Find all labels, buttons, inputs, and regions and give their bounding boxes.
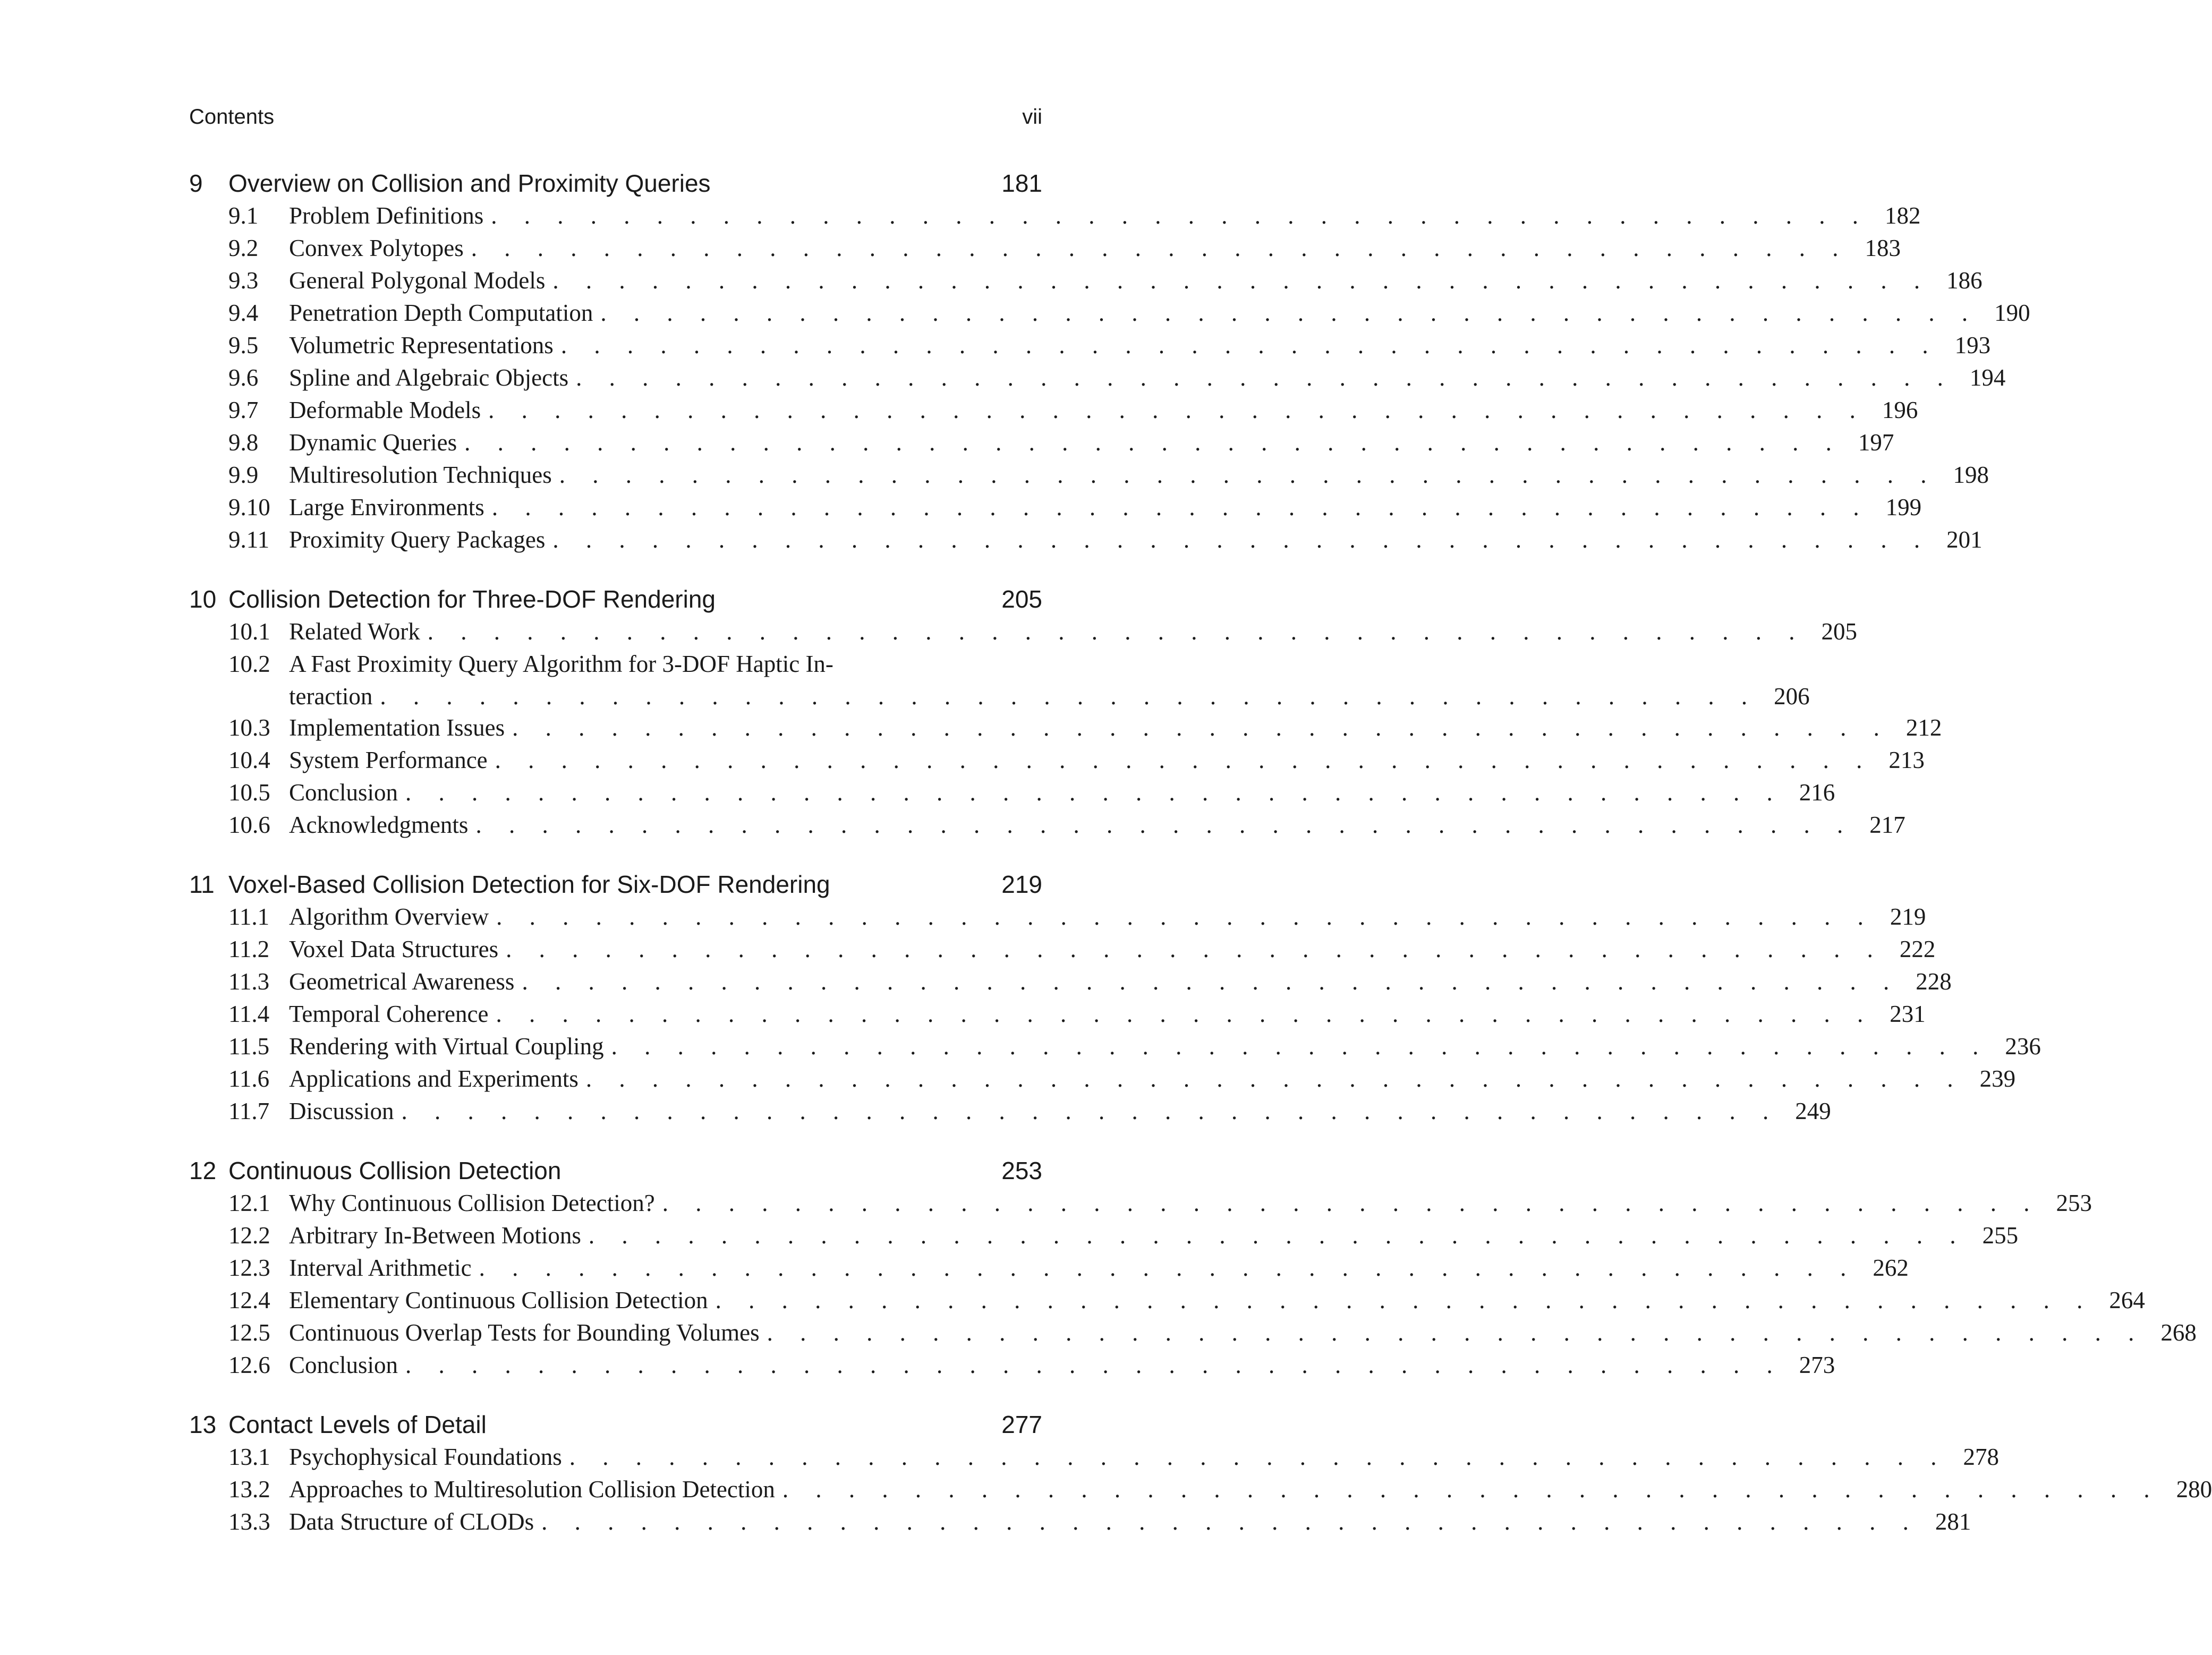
chapter-entry[interactable] <box>189 1154 1042 1187</box>
dot-leader: . . . . . . . . . . . . . . . . . . . . . . . . . . . . . . . . . . . . . . . . . . <box>464 429 1842 456</box>
section-title: Problem Definitions <box>289 202 484 229</box>
section-number: 13.3 <box>228 1508 270 1535</box>
section-number: 12.1 <box>228 1190 270 1216</box>
toc-chapter <box>189 868 2041 1128</box>
section-page-number: 264 <box>2109 1287 2145 1313</box>
section-number: 10.4 <box>228 747 270 773</box>
section-title: Algorithm Overview <box>289 903 489 930</box>
section-title: Deformable Models <box>289 397 481 423</box>
section-entry[interactable] <box>189 459 1989 491</box>
chapter-number: 13 <box>189 1411 217 1438</box>
dot-leader: . . . . . . . . . . . . . . . . . . . . . . . . . . . . . . . . . . . . . . . . . . <box>569 1444 1947 1470</box>
section-title: Why Continuous Collision Detection? <box>289 1190 655 1216</box>
dot-leader: . . . . . . . . . . . . . . . . . . . . . . . . . . . . . . . . . . . . . . . . . . <box>479 1255 1857 1281</box>
section-entry[interactable] <box>189 1506 1971 1538</box>
section-title: Implementation Issues <box>289 714 505 741</box>
section-entry[interactable] <box>189 744 1925 777</box>
section-page-number: 280 <box>2176 1476 2212 1503</box>
dot-leader: . . . . . . . . . . . . . . . . . . . . . . . . . . . . . . . . . . . . . . . . . . <box>588 1222 1967 1249</box>
chapter-title: Collision Detection for Three-DOF Rendering <box>228 585 716 613</box>
section-page-number: 186 <box>1946 267 1983 294</box>
section-title: Multiresolution Techniques <box>289 462 552 488</box>
section-number: 12.4 <box>228 1287 270 1313</box>
chapter-page-number: 181 <box>1001 169 1042 197</box>
section-page-number: 198 <box>1953 462 1989 488</box>
section-number: 12.6 <box>228 1352 270 1378</box>
chapter-page-number: 205 <box>1001 585 1042 613</box>
section-entry[interactable] <box>189 712 1942 744</box>
dot-leader: . . . . . . . . . . . . . . . . . . . . . . . . . . . . . . . . . . . . . . . . . . <box>585 1065 1964 1092</box>
section-page-number: 278 <box>1963 1444 1999 1470</box>
chapter-page-number: 219 <box>1001 871 1042 898</box>
section-page-number: 268 <box>2160 1319 2197 1346</box>
section-entry[interactable] <box>189 297 2030 329</box>
section-number: 11.2 <box>228 936 270 962</box>
section-entry[interactable] <box>189 777 1835 809</box>
chapter-title: Contact Levels of Detail <box>228 1411 487 1438</box>
dot-leader: . . . . . . . . . . . . . . . . . . . . . . . . . . . . . . . . . . . . . . . . . . <box>559 462 1937 488</box>
section-page-number: 193 <box>1954 332 1991 359</box>
section-number: 9.4 <box>228 300 259 326</box>
dot-leader: . . . . . . . . . . . . . . . . . . . . . . . . . . . . . . . . . . . . . . . . . . <box>715 1287 2094 1313</box>
dot-leader: . . . . . . . . . . . . . . . . . . . . . . . . . . . . . . . . . . . . . . . . . . <box>427 618 1806 645</box>
section-title: Related Work <box>289 618 420 645</box>
chapter-number: 10 <box>189 585 217 613</box>
section-entry[interactable] <box>189 1219 2019 1252</box>
section-page-number: 255 <box>1982 1222 2019 1249</box>
section-number: 9.8 <box>228 429 259 456</box>
section-page-number: 231 <box>1890 1001 1926 1027</box>
section-entry[interactable] <box>189 1030 2041 1063</box>
chapter-title: Voxel-Based Collision Detection for Six-DOF Rendering <box>228 871 830 898</box>
section-page-number: 217 <box>1869 812 1905 838</box>
toc-chapter <box>189 167 2030 556</box>
dot-leader: . . . . . . . . . . . . . . . . . . . . . . . . . . . . . . . . . . . . . . . . . . <box>767 1319 2145 1346</box>
section-title: Dynamic Queries <box>289 429 457 456</box>
section-entry[interactable] <box>189 998 1926 1030</box>
section-page-number: 206 <box>1774 683 1810 710</box>
section-entry[interactable] <box>189 362 2006 394</box>
section-title: Geometrical Awareness <box>289 968 515 995</box>
section-number: 9.2 <box>228 235 259 261</box>
section-page-number: 236 <box>2005 1033 2041 1060</box>
section-title: Proximity Query Packages <box>289 526 546 553</box>
section-title: General Polygonal Models <box>289 267 546 294</box>
section-number: 13.1 <box>228 1444 270 1470</box>
section-title: Data Structure of CLODs <box>289 1508 534 1535</box>
section-entry[interactable] <box>189 1252 1909 1284</box>
section-page-number: 194 <box>1969 364 2006 391</box>
dot-leader: . . . . . . . . . . . . . . . . . . . . . . . . . . . . . . . . . . . . . . . . . . <box>552 526 1931 553</box>
section-title: Continuous Overlap Tests for Bounding Volumes <box>289 1319 760 1346</box>
section-number: 9.9 <box>228 462 259 488</box>
section-number: 10.1 <box>228 618 270 645</box>
chapter-entry[interactable] <box>189 167 1042 200</box>
section-entry[interactable] <box>189 232 1901 265</box>
section-number: 11.4 <box>228 1001 270 1027</box>
section-title: Arbitrary In-Between Motions <box>289 1222 581 1249</box>
section-entry[interactable] <box>189 394 1918 426</box>
section-number: 9.1 <box>228 202 259 229</box>
chapter-entry[interactable] <box>189 868 1042 901</box>
dot-leader: . . . . . . . . . . . . . . . . . . . . . . . . . . . . . . . . . . . . . . . . . . <box>600 300 1979 326</box>
section-entry[interactable] <box>189 1187 2092 1219</box>
section-number: 10.3 <box>228 714 270 741</box>
table-of-contents <box>189 167 2212 1565</box>
toc-chapter <box>189 1408 2212 1538</box>
section-entry[interactable] <box>189 265 1983 297</box>
section-title: Large Environments <box>289 494 484 521</box>
section-page-number: 183 <box>1865 235 1901 261</box>
chapter-page-number: 253 <box>1001 1157 1042 1184</box>
section-number: 9.7 <box>228 397 259 423</box>
section-page-number: 239 <box>1979 1065 2016 1092</box>
section-entry[interactable] <box>189 524 1983 556</box>
section-title: Voxel Data Structures <box>289 936 499 962</box>
section-page-number: 199 <box>1885 494 1922 521</box>
section-page-number: 205 <box>1821 618 1857 645</box>
section-page-number: 273 <box>1799 1352 1835 1378</box>
section-number: 9.11 <box>228 526 270 553</box>
section-page-number: 212 <box>1905 714 1942 741</box>
dot-leader: . . . . . . . . . . . . . . . . . . . . . . . . . . . . . . . . . . . . . . . . . . <box>496 903 1874 930</box>
dot-leader: . . . . . . . . . . . . . . . . . . . . . . . . . . . . . . . . . . . . . . . . . . <box>782 1476 2160 1503</box>
section-page-number: 196 <box>1882 397 1918 423</box>
section-page-number: 219 <box>1890 903 1926 930</box>
running-head <box>189 101 1042 133</box>
dot-leader: . . . . . . . . . . . . . . . . . . . . . . . . . . . . . . . . . . . . . . . . . . <box>496 1001 1874 1027</box>
section-entry[interactable] <box>189 648 1810 712</box>
section-title: Interval Arithmetic <box>289 1255 472 1281</box>
section-entry[interactable] <box>189 933 1936 966</box>
section-page-number: 262 <box>1873 1255 1909 1281</box>
section-title: A Fast Proximity Query Algorithm for 3-DOF Haptic In- <box>289 651 833 677</box>
section-page-number: 190 <box>1994 300 2030 326</box>
section-title: Acknowledgments <box>289 812 469 838</box>
section-title: Penetration Depth Computation <box>289 300 593 326</box>
section-number: 12.2 <box>228 1222 270 1249</box>
dot-leader: . . . . . . . . . . . . . . . . . . . . . . . . . . . . . . . . . . . . . . . . . . <box>662 1190 2040 1216</box>
section-entry[interactable] <box>189 1317 2197 1349</box>
chapter-page-number: 277 <box>1001 1411 1042 1438</box>
section-title-continuation: teraction <box>289 683 373 710</box>
section-entry[interactable] <box>189 1284 2145 1317</box>
section-entry[interactable] <box>189 1349 1835 1381</box>
section-number: 11.7 <box>228 1098 270 1124</box>
dot-leader: . . . . . . . . . . . . . . . . . . . . . . . . . . . . . . . . . . . . . . . . . . <box>552 267 1931 294</box>
dot-leader: . . . . . . . . . . . . . . . . . . . . . . . . . . . . . . . . . . . . . . . . . . <box>541 1508 1919 1535</box>
dot-leader: . . . . . . . . . . . . . . . . . . . . . . . . . . . . . . . . . . . . . . . . . . <box>491 202 1869 229</box>
section-title: Discussion <box>289 1098 394 1124</box>
chapter-entry[interactable] <box>189 583 1042 616</box>
section-number: 9.5 <box>228 332 259 359</box>
section-number: 11.6 <box>228 1065 270 1092</box>
section-title: Convex Polytopes <box>289 235 464 261</box>
section-title: Conclusion <box>289 1352 398 1378</box>
dot-leader: . . . . . . . . . . . . . . . . . . . . . . . . . . . . . . . . . . . . . . . . . . <box>495 747 1873 773</box>
running-head-title: Contents <box>189 105 275 129</box>
section-title: Elementary Continuous Collision Detection <box>289 1287 708 1313</box>
section-entry[interactable] <box>189 329 1991 362</box>
section-page-number: 249 <box>1795 1098 1831 1124</box>
section-entry[interactable] <box>189 491 1922 524</box>
section-title: Spline and Algebraic Objects <box>289 364 569 391</box>
dot-leader: . . . . . . . . . . . . . . . . . . . . . . . . . . . . . . . . . . . . . . . . . . <box>522 968 1900 995</box>
chapter-entry[interactable] <box>189 1408 1042 1441</box>
dot-leader: . . . . . . . . . . . . . . . . . . . . . . . . . . . . . . . . . . . . . . . . . . <box>506 936 1884 962</box>
section-page-number: 213 <box>1888 747 1925 773</box>
section-title: Psychophysical Foundations <box>289 1444 562 1470</box>
section-title: Volumetric Representations <box>289 332 554 359</box>
section-number: 12.3 <box>228 1255 270 1281</box>
section-title: Temporal Coherence <box>289 1001 489 1027</box>
section-page-number: 201 <box>1946 526 1983 553</box>
section-title: System Performance <box>289 747 488 773</box>
dot-leader: . . . . . . . . . . . . . . . . . . . . . . . . . . . . . . . . . . . . . . . . . . <box>560 332 1939 359</box>
dot-leader: . . . . . . . . . . . . . . . . . . . . . . . . . . . . . . . . . . . . . . . . . . <box>491 494 1870 521</box>
chapter-title: Overview on Collision and Proximity Queries <box>228 169 711 197</box>
section-number: 11.5 <box>228 1033 270 1060</box>
dot-leader: . . . . . . . . . . . . . . . . . . . . . . . . . . . . . . . . . . . . . . . . . . <box>405 779 1783 806</box>
section-number: 11.3 <box>228 968 270 995</box>
section-page-number: 216 <box>1799 779 1835 806</box>
section-page-number: 197 <box>1858 429 1894 456</box>
section-entry[interactable] <box>189 966 1952 998</box>
section-entry[interactable] <box>189 1441 1999 1473</box>
section-entry[interactable] <box>189 1095 1831 1128</box>
section-page-number: 222 <box>1899 936 1936 962</box>
chapter-number: 12 <box>189 1157 217 1184</box>
page-number: vii <box>1022 105 1042 129</box>
section-number: 9.3 <box>228 267 259 294</box>
section-title: Rendering with Virtual Coupling <box>289 1033 604 1060</box>
section-entry[interactable] <box>189 1473 2212 1506</box>
chapter-number: 9 <box>189 169 203 197</box>
dot-leader: . . . . . . . . . . . . . . . . . . . . . . . . . . . . . . . . . . . . . . . . . . <box>611 1033 1989 1060</box>
section-number: 9.10 <box>228 494 270 521</box>
section-number: 9.6 <box>228 364 259 391</box>
section-entry[interactable] <box>189 1063 2016 1095</box>
section-entry[interactable] <box>189 809 1905 841</box>
section-number: 10.2 <box>228 651 270 677</box>
section-page-number: 253 <box>2056 1190 2092 1216</box>
section-entry[interactable] <box>189 426 1894 459</box>
section-number: 13.2 <box>228 1476 270 1503</box>
chapter-number: 11 <box>189 871 215 898</box>
section-page-number: 228 <box>1916 968 1952 995</box>
section-title: Applications and Experiments <box>289 1065 578 1092</box>
section-title: Conclusion <box>289 779 398 806</box>
section-page-number: 281 <box>1935 1508 1971 1535</box>
section-number: 11.1 <box>228 903 270 930</box>
section-number: 12.5 <box>228 1319 270 1346</box>
toc-chapter <box>189 583 1942 841</box>
dot-leader: . . . . . . . . . . . . . . . . . . . . . . . . . . . . . . . . . . . . . . . . . . <box>488 397 1866 423</box>
chapter-title: Continuous Collision Detection <box>228 1157 561 1184</box>
dot-leader: . . . . . . . . . . . . . . . . . . . . . . . . . . . . . . . . . . . . . . . . . . <box>380 683 1758 710</box>
section-number: 10.6 <box>228 812 270 838</box>
dot-leader: . . . . . . . . . . . . . . . . . . . . . . . . . . . . . . . . . . . . . . . . . . <box>576 364 1954 391</box>
section-entry[interactable] <box>189 616 1857 648</box>
section-title: Approaches to Multiresolution Collision Detection <box>289 1476 775 1503</box>
section-entry[interactable] <box>189 200 1921 232</box>
dot-leader: . . . . . . . . . . . . . . . . . . . . . . . . . . . . . . . . . . . . . . . . . . <box>512 714 1890 741</box>
dot-leader: . . . . . . . . . . . . . . . . . . . . . . . . . . . . . . . . . . . . . . . . . . <box>471 235 1849 261</box>
toc-chapter <box>189 1154 2197 1381</box>
section-page-number: 182 <box>1884 202 1921 229</box>
dot-leader: . . . . . . . . . . . . . . . . . . . . . . . . . . . . . . . . . . . . . . . . . . <box>405 1352 1783 1378</box>
section-number: 10.5 <box>228 779 270 806</box>
section-entry[interactable] <box>189 901 1926 933</box>
dot-leader: . . . . . . . . . . . . . . . . . . . . . . . . . . . . . . . . . . . . . . . . . . <box>475 812 1854 838</box>
dot-leader: . . . . . . . . . . . . . . . . . . . . . . . . . . . . . . . . . . . . . . . . . . <box>401 1098 1780 1124</box>
